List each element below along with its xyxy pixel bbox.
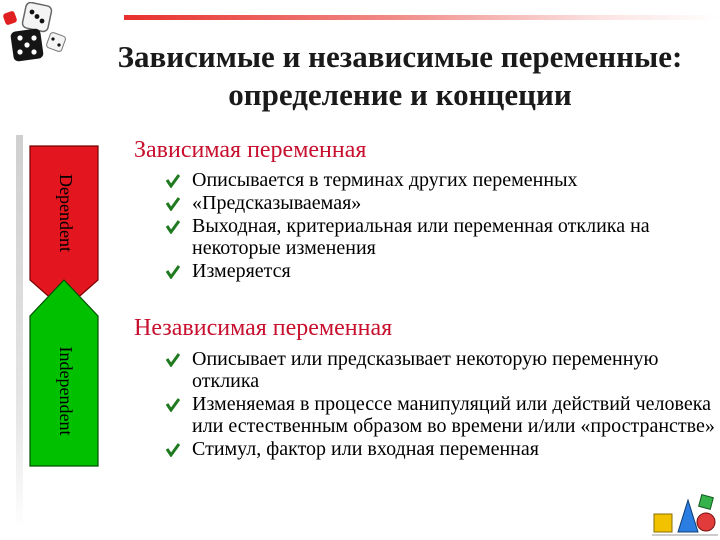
checkmark-bullet-icon: [166, 398, 180, 412]
list-item-text: «Предсказываемая»: [192, 192, 362, 214]
independent-list: [166, 348, 718, 461]
title-accent-bar: [124, 15, 720, 20]
left-decor-line: [16, 135, 23, 530]
dice-icon: [2, 2, 74, 68]
checkmark-bullet-icon: [166, 220, 180, 234]
checkmark-bullet-icon: [166, 353, 180, 367]
independent-heading: Независимая переменная: [134, 315, 393, 341]
list-item: [166, 260, 718, 282]
dependent-label: Dependent: [55, 174, 76, 252]
dependency-arrows: [24, 130, 114, 530]
list-item: [166, 393, 718, 437]
list-item: [166, 169, 718, 191]
checkmark-bullet-icon: [166, 197, 180, 211]
independent-label: Independent: [55, 346, 76, 436]
checkmark-bullet-icon: [166, 265, 180, 279]
slide-title: [80, 38, 720, 114]
title-line-1: Зависимые и независимые переменные:: [117, 39, 683, 74]
geometric-shapes-icon: [652, 492, 718, 538]
list-item: [166, 438, 718, 460]
list-item-text: Описывается в терминах других переменных: [192, 169, 578, 191]
checkmark-bullet-icon: [166, 443, 180, 457]
checkmark-bullet-icon: [166, 174, 180, 188]
list-item: [166, 348, 718, 392]
dependent-heading: Зависимая переменная: [134, 137, 367, 163]
list-item: [166, 192, 718, 214]
list-item-text: Измеряется: [192, 260, 291, 282]
title-line-2: определение и концеции: [228, 77, 572, 112]
list-item-text: Описывает или предсказывает некоторую переменную отклика: [192, 348, 659, 392]
list-item-text: Стимул, фактор или входная переменная: [192, 438, 539, 460]
dependent-list: [166, 169, 718, 283]
list-item-text: Изменяемая в процессе манипуляций или действий человека или естественным образом во времени и/или «пространстве»: [192, 393, 715, 437]
list-item: [166, 215, 718, 259]
list-item-text: Выходная, критериальная или переменная отклика на некоторые изменения: [192, 215, 650, 259]
